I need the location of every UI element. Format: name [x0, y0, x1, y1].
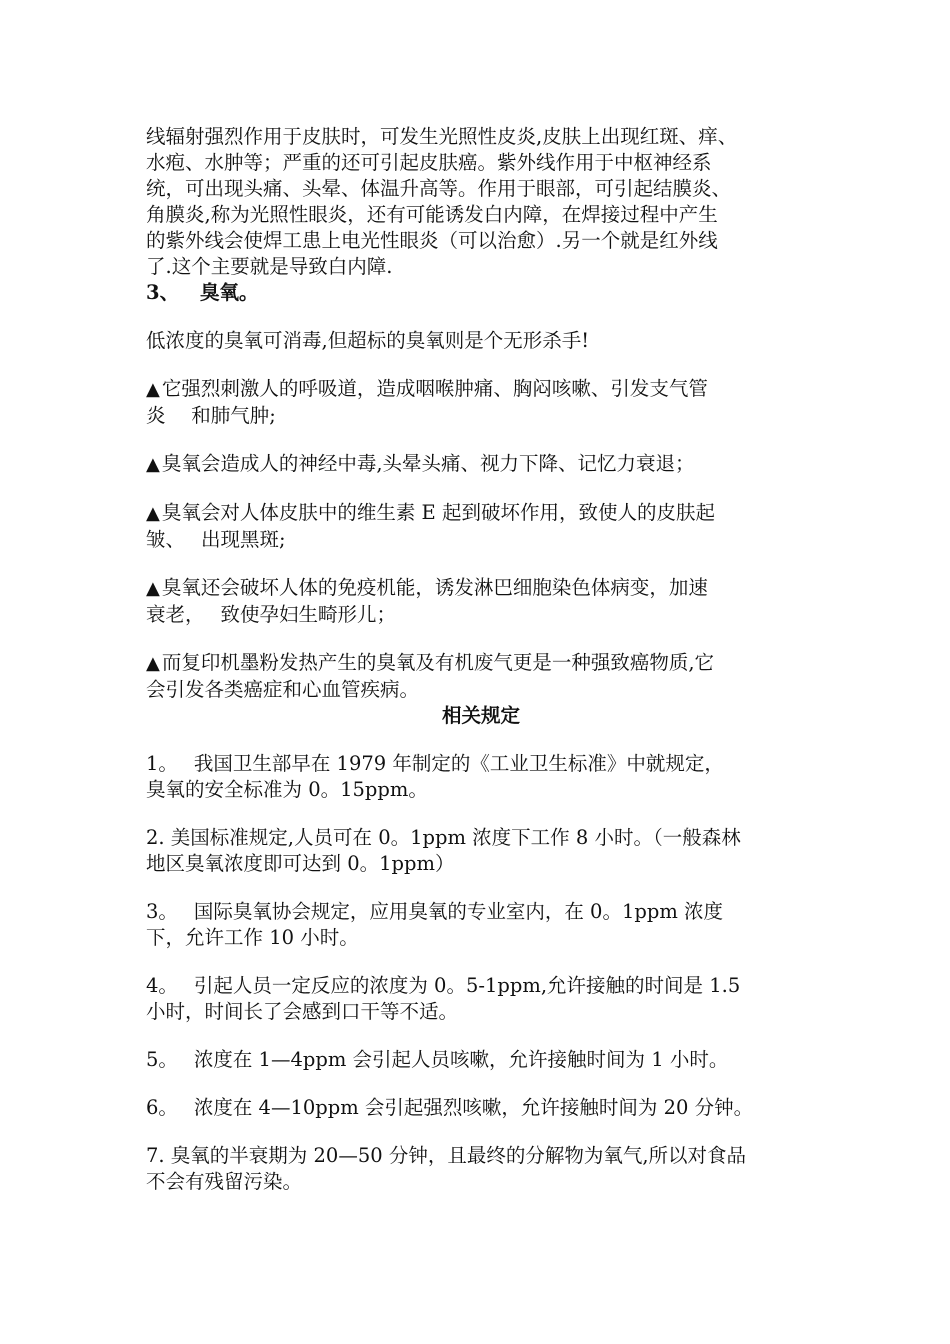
- regulation-item: [146, 973, 816, 1025]
- bullet-text: 它强烈刺激人的呼吸道，造成咽喉肿痛、胸闷咳嗽、引发支气管: [161, 377, 708, 400]
- regulation-text: 地区臭氧浓度即可达到 0。1ppm）: [146, 852, 455, 875]
- bullet-text: 皱、 出现黑斑;: [146, 528, 286, 551]
- bullet-text: 衰老， 致使孕妇生畸形儿；: [146, 603, 396, 626]
- regulation-text: 6。 浓度在 4—10ppm 会引起强烈咳嗽，允许接触时间为 20 分钟。: [146, 1096, 754, 1119]
- bullet-text: 而复印机墨粉发热产生的臭氧及有机废气更是一种强致癌物质,它: [161, 651, 715, 674]
- bullet-text: 会引发各类癌症和心血管疾病。: [146, 678, 420, 701]
- regulation-text: 7. 臭氧的半衰期为 20—50 分钟，且最终的分解物为氧气,所以对食品: [146, 1144, 747, 1167]
- bullet-text: 臭氧会造成人的神经中毒,头晕头痛、视力下降、记忆力衰退；: [161, 452, 695, 475]
- section-heading-ozone: [146, 280, 816, 306]
- intro-line: 了.这个主要就是导致白内障.: [146, 255, 393, 278]
- regulation-item: [146, 825, 816, 877]
- regulation-text: 1。 我国卫生部早在 1979 年制定的《工业卫生标准》中就规定，: [146, 752, 724, 775]
- triangle-bullet-icon: ▲: [146, 578, 160, 599]
- regulation-text: 下，允许工作 10 小时。: [146, 926, 359, 949]
- intro-paragraph: [146, 124, 816, 280]
- triangle-bullet-icon: ▲: [146, 503, 160, 524]
- regulation-text: 不会有残留污染。: [146, 1170, 303, 1193]
- bullet-item: [146, 650, 816, 703]
- bullet-item: [146, 376, 816, 429]
- regulations-title: 相关规定: [441, 704, 520, 727]
- intro-line: 线辐射强烈作用于皮肤时，可发生光照性皮炎,皮肤上出现红斑、痒、: [146, 125, 738, 148]
- regulation-text: 小时，时间长了会感到口干等不适。: [146, 1000, 459, 1023]
- section-number: 3、: [146, 281, 180, 304]
- regulation-text: 4。 引起人员一定反应的浓度为 0。5-1ppm,允许接触的时间是 1.5: [146, 974, 741, 997]
- triangle-bullet-icon: ▲: [146, 454, 160, 475]
- bullet-item: [146, 500, 816, 553]
- triangle-bullet-icon: ▲: [146, 379, 160, 400]
- intro-line: 统，可出现头痛、头晕、体温升高等。作用于眼部，可引起结膜炎、: [146, 177, 732, 200]
- regulation-text: 3。 国际臭氧协会规定，应用臭氧的专业室内，在 0。1ppm 浓度: [146, 900, 724, 923]
- intro-line: 角膜炎,称为光照性眼炎，还有可能诱发白内障，在焊接过程中产生: [146, 203, 718, 226]
- bullet-item: [146, 575, 816, 628]
- bullet-text: 炎 和肺气肿;: [146, 404, 276, 427]
- regulation-item: [146, 1047, 816, 1073]
- regulation-item: [146, 1143, 816, 1195]
- regulation-text: 2. 美国标准规定,人员可在 0。1ppm 浓度下工作 8 小时。（一般森林: [146, 826, 741, 849]
- regulation-text: 臭氧的安全标准为 0。15ppm。: [146, 778, 428, 801]
- intro-line: 的紫外线会使焊工患上电光性眼炎（可以治愈）.另一个就是红外线: [146, 229, 718, 252]
- regulation-item: [146, 1095, 816, 1121]
- bullet-text: 臭氧还会破坏人体的免疫机能，诱发淋巴细胞染色体病变，加速: [161, 576, 708, 599]
- regulation-text: 5。 浓度在 1—4ppm 会引起人员咳嗽，允许接触时间为 1 小时。: [146, 1048, 729, 1071]
- lead-paragraph: 低浓度的臭氧可消毒,但超标的臭氧则是个无形杀手!: [146, 329, 590, 352]
- intro-line: 水疱、水肿等；严重的还可引起皮肤癌。紫外线作用于中枢神经系: [146, 151, 712, 174]
- section-title: 臭氧。: [200, 281, 259, 304]
- bullet-text: 臭氧会对人体皮肤中的维生素 E 起到破坏作用，致使人的皮肤起: [161, 501, 715, 524]
- bullet-item: [146, 451, 816, 478]
- triangle-bullet-icon: ▲: [146, 653, 160, 674]
- regulation-item: [146, 751, 816, 803]
- regulation-item: [146, 899, 816, 951]
- document-page: [146, 124, 816, 1195]
